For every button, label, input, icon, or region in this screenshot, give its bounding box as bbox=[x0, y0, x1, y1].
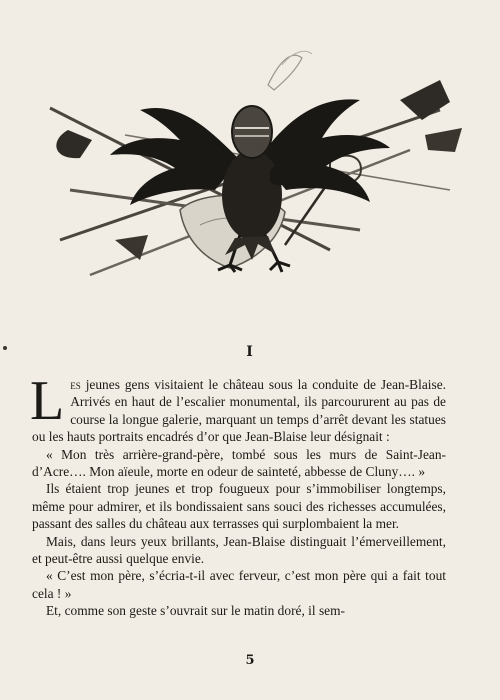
paragraph: Ils étaient trop jeunes et trop fougueux pour s’immobiliser longtemps, même pour admirer, et ils bondissaient sans souci des richesses accumulées, passant des salles du château aux terrasses qui surplombaient la mer. bbox=[32, 481, 446, 532]
heraldic-eagle-illustration bbox=[30, 40, 470, 285]
body-text bbox=[30, 370, 446, 620]
drop-cap: L bbox=[30, 370, 65, 432]
paragraph: Et, comme son geste s’ouvrait sur le matin doré, il sem- bbox=[46, 603, 345, 619]
paragraph: « C’est mon père, s’écria-t-il avec ferveur, c’est mon père qui a fait tout cela ! » bbox=[32, 568, 446, 601]
binding-mark bbox=[3, 346, 7, 350]
page-number: 5 bbox=[245, 653, 255, 668]
paragraph: Mais, dans leurs yeux brillants, Jean-Blaise distinguait l’émerveillement, et peut-être aussi quelque envie. bbox=[32, 533, 446, 567]
paragraph-text: jeunes gens visitaient le château sous la conduite de Jean-Blaise. Arrivés en haut de l’escalier monumental, ils parcoururent au pas de course la longue galerie, marquant un temps d’arrêt devant les statues ou les hauts portraits encadrés d’or que Jean-Blaise leur désignait : bbox=[32, 377, 446, 445]
first-word-rest: es bbox=[70, 377, 81, 392]
paragraph: « Mon très arrière-grand-père, tombé sous les murs de Saint-Jean-d’Acre…. Mon aïeule, morte en odeur de sainteté, abbesse de Cluny…. » bbox=[32, 446, 446, 480]
paragraph bbox=[30, 370, 446, 446]
chapter-number: I bbox=[246, 344, 254, 360]
